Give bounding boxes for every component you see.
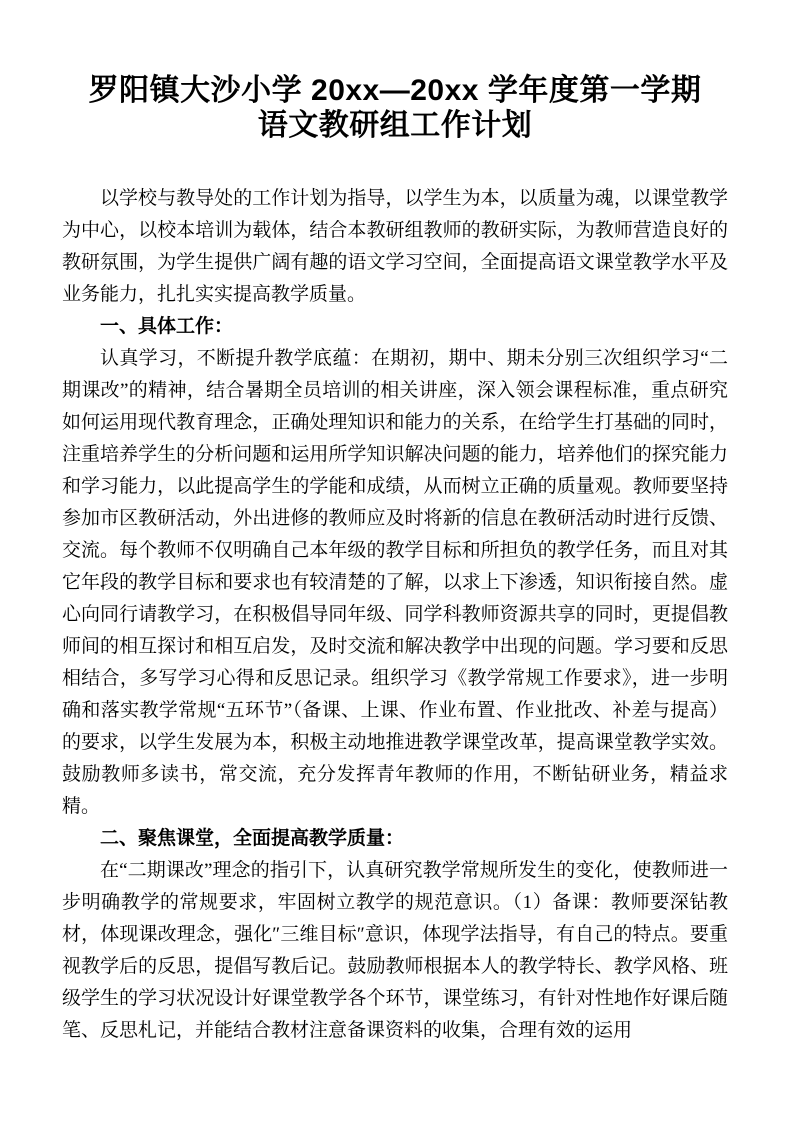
- section-heading-1: 一、具体工作：: [100, 316, 234, 337]
- page-title-line-2: 语文教研组工作计划: [257, 109, 533, 142]
- document-content: [62, 73, 728, 1047]
- section-1-paragraph: 认真学习，不断提升教学底蕴：在期初，期中、期未分别三次组织学习“二期课改”的精神，结合暑期全员培训的相关讲座，深入领会课程标准，重点研究如何运用现代教育理念，正确处理知识和能力的关系，在给学生打基础的同时，注重培养学生的分析问题和运用所学知识解决问题的能力，培养他们的探究能力和学习能力，以此提高学生的学能和成绩，从而树立正确的质量观。教师要坚持参加市区教研活动，外出进修的教师应及时将新的信息在教研活动时进行反馈、交流。每个教师不仅明确自己本年级的教学目标和所担负的教学任务，而且对其它年段的教学目标和要求也有较清楚的了解，以求上下渗透，知识衔接自然。虚心向同行请教学习，在积极倡导同年级、同学科教师资源共享的同时，更提倡教师间的相互探讨和相互启发，及时交流和解决教学中出现的问题。学习要和反思相结合，多写学习心得和反思记录。组织学习《教学常规工作要求》，进一步明确和落实教学常规“五环节”（备课、上课、作业布置、作业批改、补差与提高）的要求，以学生发展为本，积极主动地推进教学课堂改革，提高课堂教学实效。鼓励教师多读书，常交流，充分发挥青年教师的作用，不断钻研业务，精益求精。: [62, 348, 728, 817]
- section-2-paragraph: 在“二期课改”理念的指引下，认真研究教学常规所发生的变化，使教师进一步明确教学的常规要求，牢固树立教学的规范意识。（1）备课：教师要深钻教材，体现课改理念，强化″三维目标″意识，体现学法指导，有自己的特点。要重视教学后的反思，提倡写教后记。鼓励教师根据本人的教学特长、教学风格、班级学生的学习状况设计好课堂教学各个环节，课堂练习，有针对性地作好课后随笔、反思札记，并能结合教材注意备课资料的收集，合理有效的运用: [62, 860, 728, 1041]
- intro-paragraph: 以学校与教导处的工作计划为指导，以学生为本，以质量为魂，以课堂教学为中心，以校本培训为载体，结合本教研组教师的教研实际，为教师营造良好的教研氛围，为学生提供广阔有趣的语文学习空间，全面提高语文课堂教学水平及业务能力，扎扎实实提高教学质量。: [62, 188, 728, 305]
- page-title: [62, 73, 728, 143]
- page-title-line-1: 罗阳镇大沙小学 20xx—20xx 学年度第一学期: [88, 74, 702, 107]
- section-heading-2: 二、聚焦课堂，全面提高教学质量：: [100, 828, 405, 849]
